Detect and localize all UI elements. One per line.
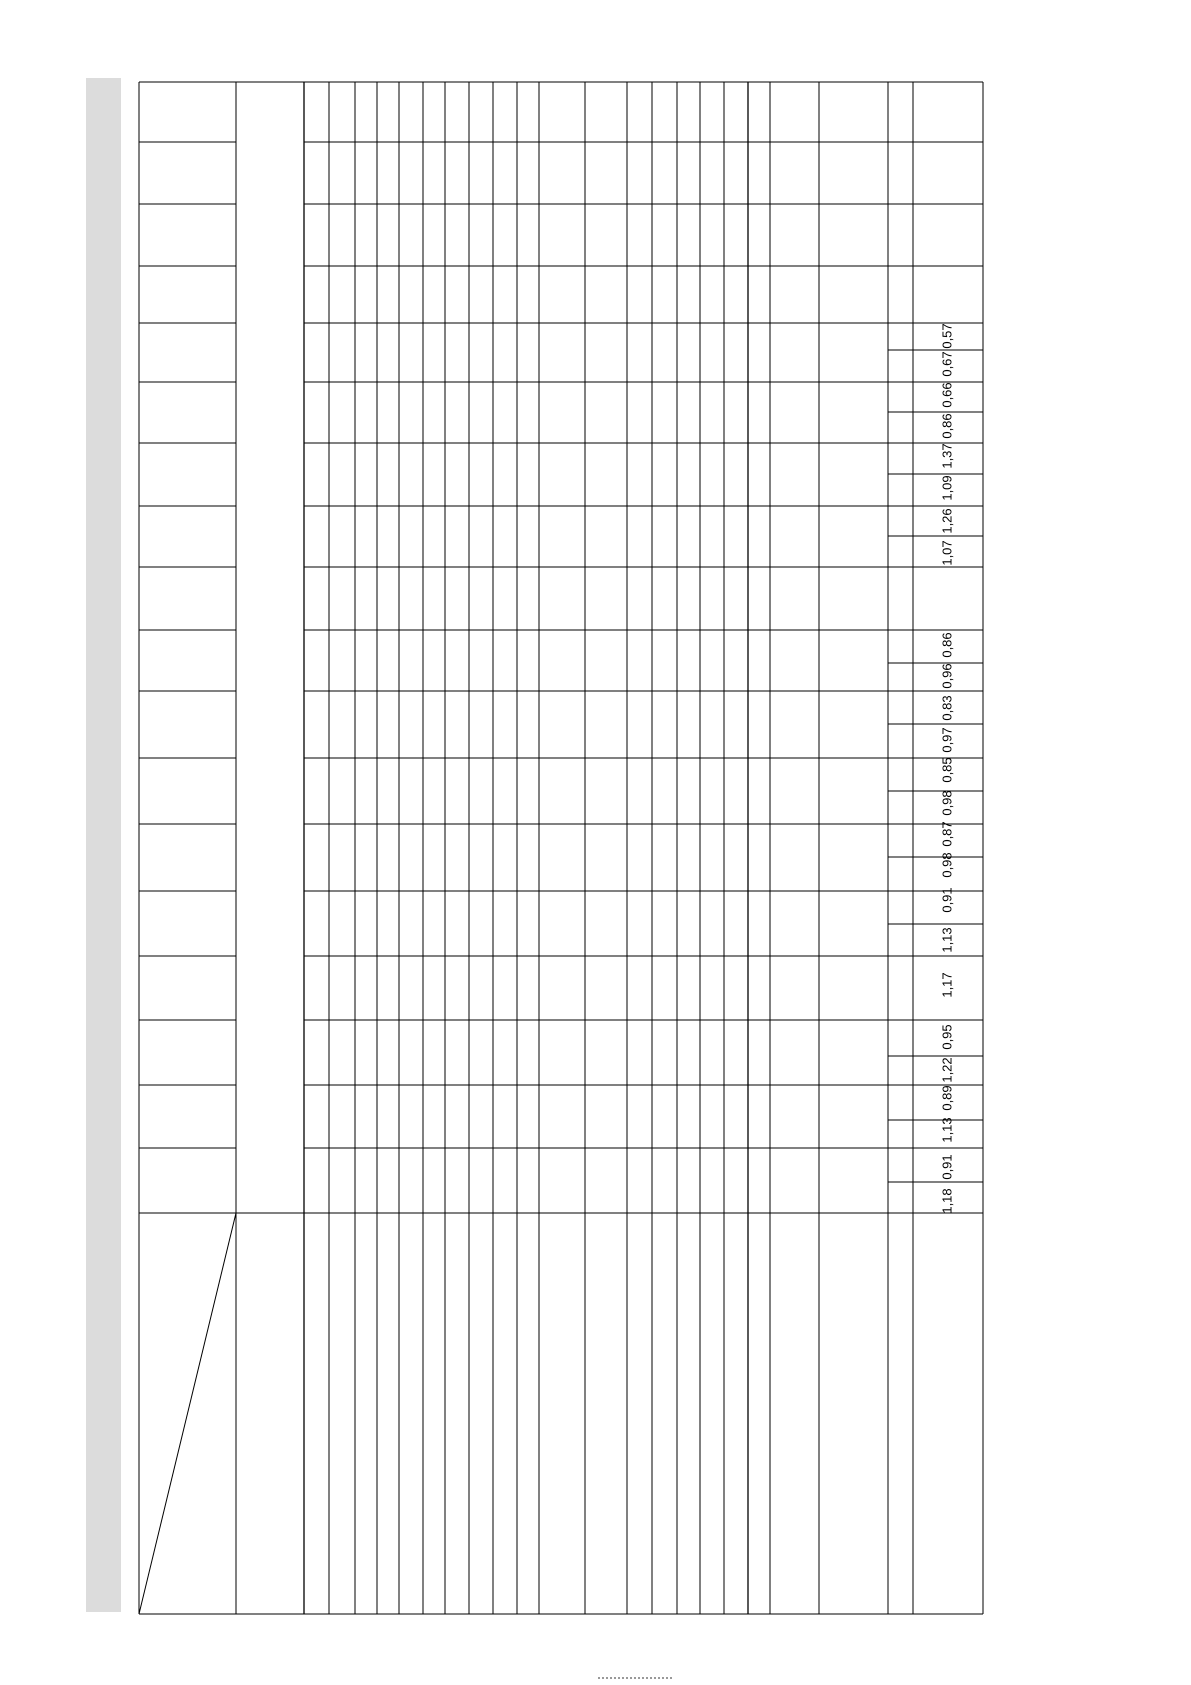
value-cell: 0,98 xyxy=(939,790,955,816)
value-cell: 0,87 xyxy=(939,821,955,847)
value-cell: 0,95 xyxy=(939,1024,955,1050)
value-cell: 0,97 xyxy=(939,727,955,753)
value-cell: 1,18 xyxy=(939,1188,955,1214)
value-cell: 1,26 xyxy=(939,508,955,534)
value-cell: 1,37 xyxy=(939,443,955,469)
value-cell: 0,66 xyxy=(939,382,955,408)
value-cell: 0,86 xyxy=(939,632,955,658)
value-cell: 0,98 xyxy=(939,852,955,878)
value-cell: 0,67 xyxy=(939,351,955,377)
value-cell: 1,17 xyxy=(939,972,955,998)
value-cell: 0,96 xyxy=(939,663,955,689)
value-cell: 0,91 xyxy=(939,887,955,913)
value-cell: 1,13 xyxy=(939,927,955,953)
value-cell: 1,09 xyxy=(939,475,955,501)
header-diagonal xyxy=(139,1213,236,1614)
value-cell: 0,85 xyxy=(939,757,955,783)
value-cell: 1,22 xyxy=(939,1057,955,1083)
value-cell: 1,13 xyxy=(939,1117,955,1143)
value-cell: 0,83 xyxy=(939,695,955,721)
footer-mark xyxy=(598,1677,672,1682)
value-cell: 1,07 xyxy=(939,540,955,566)
value-cell: 0,91 xyxy=(939,1154,955,1180)
value-cell: 0,86 xyxy=(939,413,955,439)
value-cell: 0,89 xyxy=(939,1085,955,1111)
value-cell: 0,57 xyxy=(939,323,955,349)
